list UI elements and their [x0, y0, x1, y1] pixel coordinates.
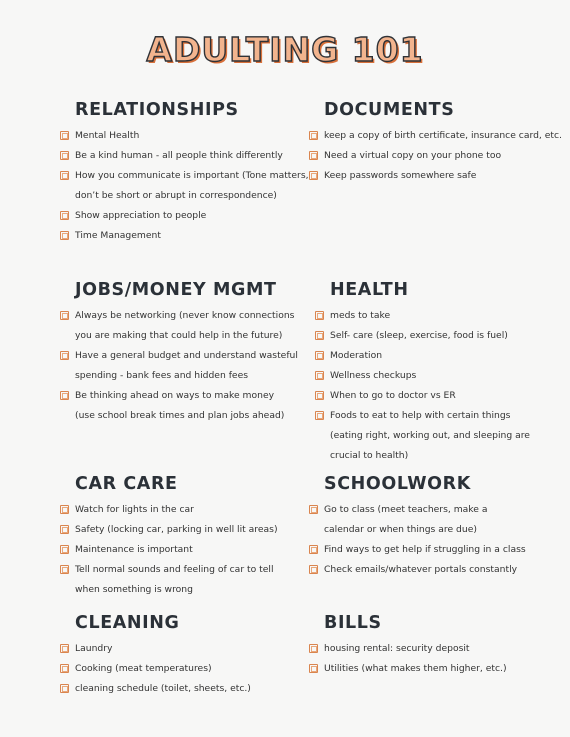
checkbox-icon[interactable]: [315, 351, 324, 360]
checklist-item: [60, 306, 298, 346]
checkbox-icon[interactable]: [60, 211, 69, 220]
item-text: Self- care (sleep, exercise, food is fuel): [330, 330, 508, 341]
section-school: [309, 474, 526, 580]
checklist-item: [60, 560, 278, 600]
checklist-item: [60, 520, 278, 540]
item-text: cleaning schedule (toilet, sheets, etc.): [75, 683, 251, 694]
item-text: when something is wrong: [75, 584, 193, 595]
item-text: Wellness checkups: [330, 370, 417, 381]
item-text: (use school break times and plan jobs ahead): [75, 410, 285, 421]
checklist-item: [60, 386, 298, 426]
section-car: [60, 474, 278, 600]
checkbox-icon[interactable]: [60, 545, 69, 554]
checkbox-icon[interactable]: [60, 684, 69, 693]
section-heading: HEALTH: [330, 280, 409, 300]
checkbox-icon[interactable]: [60, 505, 69, 514]
checklist-item: [309, 166, 562, 186]
checklist-item: [60, 146, 309, 166]
item-text: Check emails/whatever portals constantly: [324, 564, 518, 575]
item-text: Need a virtual copy on your phone too: [324, 150, 502, 161]
checkbox-icon[interactable]: [60, 171, 69, 180]
checkbox-icon[interactable]: [309, 565, 318, 574]
item-text: Laundry: [75, 643, 113, 654]
checklist-item: [60, 226, 309, 246]
item-text: Watch for lights in the car: [75, 504, 194, 515]
section-jobs: [60, 280, 298, 426]
checklist-item: [315, 386, 530, 406]
item-text: Foods to eat to help with certain things: [330, 410, 511, 421]
checkbox-icon[interactable]: [60, 565, 69, 574]
item-text: Maintenance is important: [75, 544, 193, 555]
checkbox-icon[interactable]: [309, 151, 318, 160]
checkbox-icon[interactable]: [60, 131, 69, 140]
checkbox-icon[interactable]: [60, 231, 69, 240]
item-text: spending - bank fees and hidden fees: [75, 370, 249, 381]
section-cleaning: [60, 613, 251, 699]
item-text: Tell normal sounds and feeling of car to tell: [75, 564, 274, 575]
checklist-item: [315, 326, 530, 346]
checkbox-icon[interactable]: [315, 331, 324, 340]
item-text: Mental Health: [75, 130, 140, 141]
checkbox-icon[interactable]: [309, 131, 318, 140]
item-text: meds to take: [330, 310, 391, 321]
section-heading: BILLS: [324, 613, 382, 633]
checkbox-icon[interactable]: [60, 391, 69, 400]
checklist-item: [309, 540, 526, 560]
checklist-item: [60, 659, 251, 679]
checklist-item: [60, 540, 278, 560]
section-heading: JOBS/MONEY MGMT: [75, 280, 277, 300]
item-text: crucial to health): [330, 450, 409, 461]
checklist-item: [315, 366, 530, 386]
checkbox-icon[interactable]: [309, 644, 318, 653]
item-text: Always be networking (never know connections: [75, 310, 295, 321]
section-heading: CLEANING: [75, 613, 180, 633]
checkbox-icon[interactable]: [315, 311, 324, 320]
checklist-item: [315, 346, 530, 366]
checklist-item: [60, 166, 309, 206]
checkbox-icon[interactable]: [309, 545, 318, 554]
checkbox-icon[interactable]: [315, 371, 324, 380]
section-bills: [309, 613, 507, 679]
item-text: calendar or when things are due): [324, 524, 477, 535]
section-heading: SCHOOLWORK: [324, 474, 471, 494]
checkbox-icon[interactable]: [309, 664, 318, 673]
checklist-item: [60, 679, 251, 699]
item-text: When to go to doctor vs ER: [330, 390, 456, 401]
section-heading: DOCUMENTS: [324, 100, 455, 120]
checkbox-icon[interactable]: [60, 644, 69, 653]
item-text: you are making that could help in the future): [75, 330, 283, 341]
item-text: Be thinking ahead on ways to make money: [75, 390, 275, 401]
checkbox-icon[interactable]: [60, 151, 69, 160]
checklist-item: [60, 346, 298, 386]
checklist-item: [309, 639, 507, 659]
checklist-item: [315, 406, 530, 466]
item-text: How you communicate is important (Tone matters,: [75, 170, 309, 181]
item-text: (eating right, working out, and sleeping are: [330, 430, 530, 441]
page-title: ADULTING 101: [146, 30, 424, 69]
item-text: Go to class (meet teachers, make a: [324, 504, 488, 515]
section-heading: CAR CARE: [75, 474, 178, 494]
item-text: Keep passwords somewhere safe: [324, 170, 477, 181]
checklist-item: [60, 206, 309, 226]
item-text: Show appreciation to people: [75, 210, 207, 221]
checklist-item: [60, 639, 251, 659]
item-text: don’t be short or abrupt in correspondence): [75, 190, 277, 201]
section-heading: RELATIONSHIPS: [75, 100, 239, 120]
item-text: Have a general budget and understand wasteful: [75, 350, 298, 361]
checklist-item: [309, 146, 562, 166]
item-text: Safety (locking car, parking in well lit areas): [75, 524, 278, 535]
checklist-item: [315, 306, 530, 326]
section-documents: [309, 100, 562, 186]
checkbox-icon[interactable]: [309, 171, 318, 180]
checkbox-icon[interactable]: [315, 391, 324, 400]
item-text: Time Management: [75, 230, 161, 241]
section-relationships: [60, 100, 309, 246]
checkbox-icon[interactable]: [60, 664, 69, 673]
checkbox-icon[interactable]: [60, 311, 69, 320]
item-text: Moderation: [330, 350, 383, 361]
checklist-item: [60, 126, 309, 146]
checkbox-icon[interactable]: [60, 351, 69, 360]
checkbox-icon[interactable]: [60, 525, 69, 534]
item-text: Utilities (what makes them higher, etc.): [324, 663, 507, 674]
item-text: Be a kind human - all people think differently: [75, 150, 283, 161]
checklist-item: [309, 126, 562, 146]
checklist-item: [309, 659, 507, 679]
checklist-item: [60, 500, 278, 520]
item-text: keep a copy of birth certificate, insurance card, etc.: [324, 130, 562, 141]
item-text: Find ways to get help if struggling in a class: [324, 544, 526, 555]
item-text: housing rental: security deposit: [324, 643, 470, 654]
section-health: [315, 280, 530, 466]
checklist-item: [309, 560, 526, 580]
item-text: Cooking (meat temperatures): [75, 663, 212, 674]
checkbox-icon[interactable]: [309, 505, 318, 514]
checklist-item: [309, 500, 526, 540]
checkbox-icon[interactable]: [315, 411, 324, 420]
